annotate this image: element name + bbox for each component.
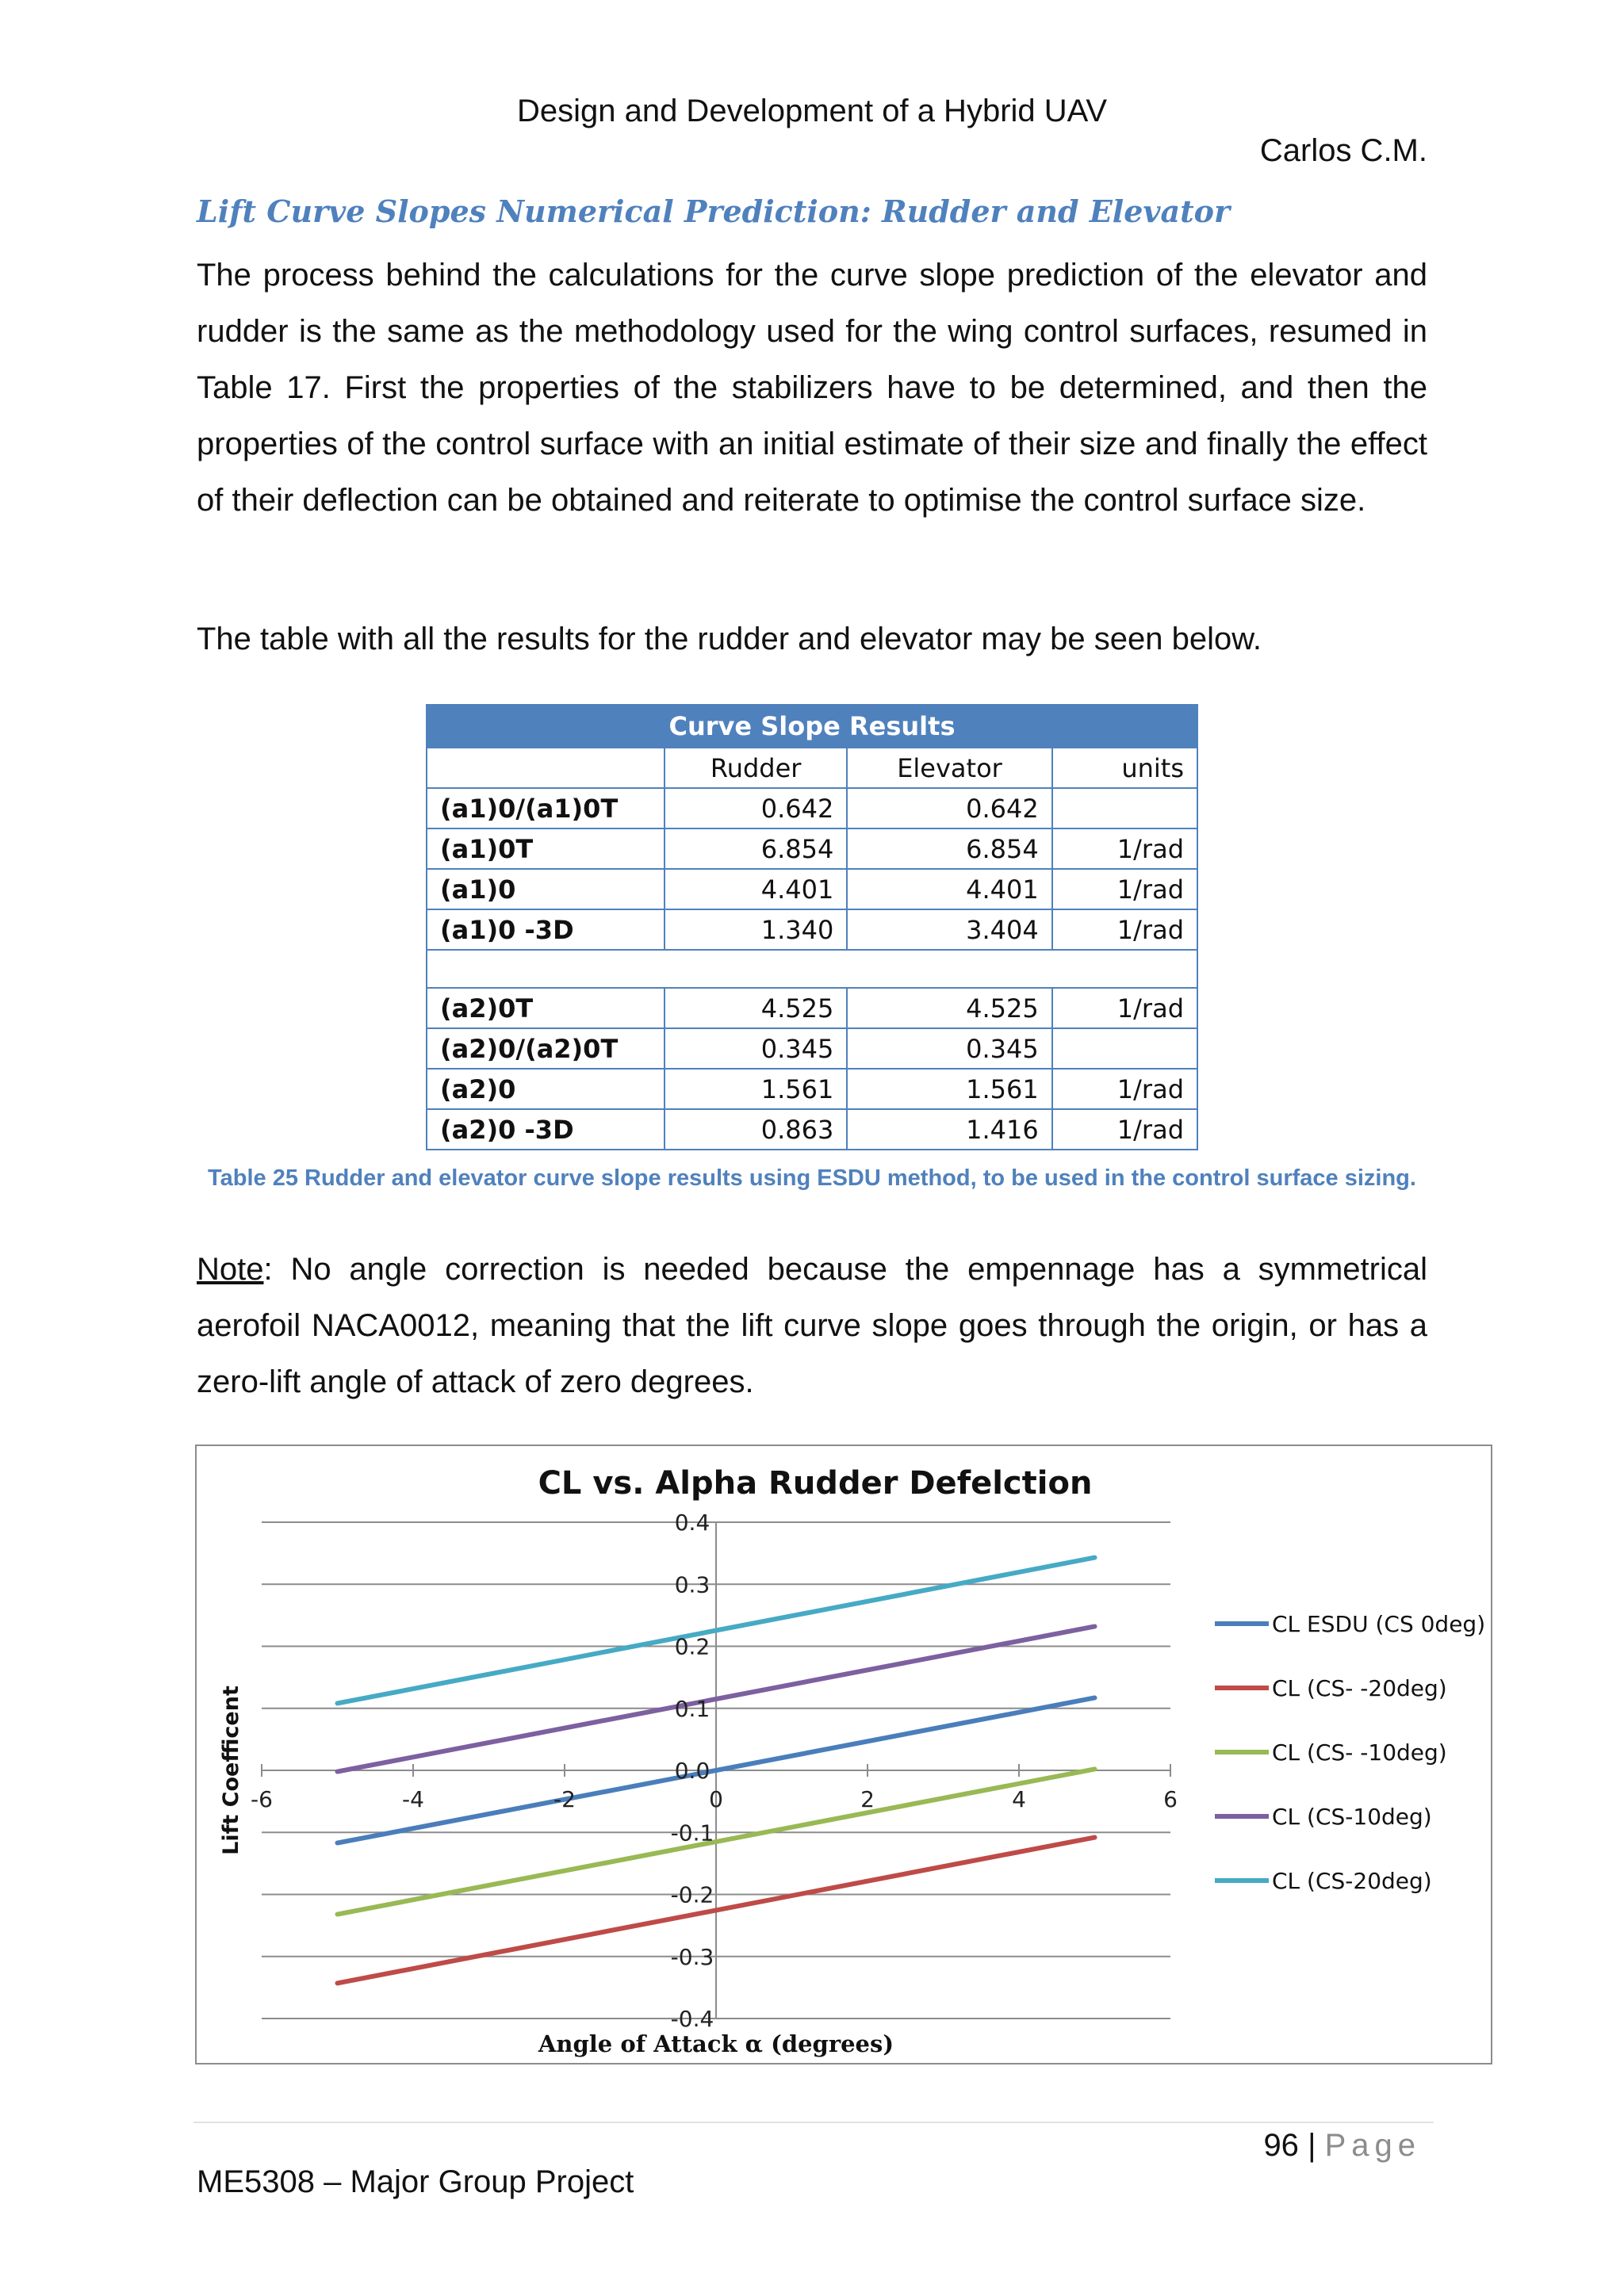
note-label: Note	[197, 1252, 264, 1287]
rudder-value: 1.340	[665, 909, 847, 950]
rudder-value: 4.525	[665, 988, 847, 1028]
x-tick-label: 6	[1163, 1786, 1178, 1812]
curve-slope-results-table	[426, 704, 1198, 1150]
table-row	[427, 909, 1197, 950]
x-tick-label: -6	[251, 1786, 273, 1812]
y-tick-label: 0.0	[674, 1758, 710, 1784]
units-value	[1052, 1028, 1197, 1069]
legend-entry: CL ESDU (CS 0deg)	[1272, 1611, 1486, 1637]
row-label: (a2)0 -3D	[427, 1109, 665, 1150]
table-header-cell: Rudder	[665, 748, 847, 788]
row-label: (a2)0	[427, 1069, 665, 1109]
table-spacer-row	[427, 950, 1197, 988]
units-value: 1/rad	[1052, 909, 1197, 950]
table-row	[427, 1028, 1197, 1069]
elevator-value: 6.854	[847, 828, 1051, 869]
rudder-value: 1.561	[665, 1069, 847, 1109]
spacer-cell	[427, 950, 1197, 988]
table-header-cell: Elevator	[847, 748, 1051, 788]
row-label: (a2)0/(a2)0T	[427, 1028, 665, 1069]
table-row	[427, 988, 1197, 1028]
x-axis-label: Angle of Attack α (degrees)	[538, 2030, 894, 2057]
x-tick-label: 4	[1012, 1786, 1026, 1812]
elevator-value: 0.642	[847, 788, 1051, 828]
x-tick-label: 2	[860, 1786, 875, 1812]
row-label: (a1)0T	[427, 828, 665, 869]
page-number-value: 96	[1263, 2128, 1299, 2163]
y-tick-label: -0.3	[670, 1943, 714, 1970]
page-separator: |	[1308, 2128, 1316, 2163]
table-caption: Table 25 Rudder and elevator curve slope results using ESDU method, to be used in the control surface sizing.	[208, 1165, 1416, 1191]
legend-entry: CL (CS- -10deg)	[1272, 1739, 1447, 1766]
x-tick-label: -2	[553, 1786, 576, 1812]
row-label: (a1)0	[427, 869, 665, 909]
chart-title: CL vs. Alpha Rudder Defelction	[538, 1465, 1093, 1502]
y-tick-label: 0.2	[674, 1633, 710, 1660]
units-value: 1/rad	[1052, 988, 1197, 1028]
units-value: 1/rad	[1052, 828, 1197, 869]
table-row	[427, 1109, 1197, 1150]
y-tick-label: 0.4	[674, 1510, 710, 1536]
table-row	[427, 828, 1197, 869]
table-row	[427, 869, 1197, 909]
note-text: : No angle correction is needed because the empennage has a symmetrical aerofoil NACA0012, meaning that the lift curve slope goes through the origin, or has a zero-lift angle of attack of zero degrees.	[197, 1252, 1427, 1399]
footer-course: ME5308 – Major Group Project	[197, 2164, 634, 2199]
row-label: (a1)0 -3D	[427, 909, 665, 950]
y-tick-label: 0.1	[674, 1695, 710, 1722]
units-value: 1/rad	[1052, 869, 1197, 909]
elevator-value: 4.401	[847, 869, 1051, 909]
legend-entry: CL (CS-10deg)	[1272, 1804, 1432, 1830]
header-title: Design and Development of a Hybrid UAV	[516, 94, 1108, 128]
body-paragraph-1: The process behind the calculations for the curve slope prediction of the elevator and rudder is the same as the methodology used for the wing control surfaces, resumed in Table 17. First the properties of the stabilizers have to be determined, and then the properties of the control surface with an initial estimate of their size and finally the effect of their deflection can be obtained and reiterate to optimise the control surface size.	[197, 258, 1427, 518]
table-header-cell: units	[1052, 748, 1197, 788]
y-tick-label: -0.1	[670, 1820, 714, 1846]
footer-divider	[193, 2122, 1434, 2123]
note-paragraph	[197, 1242, 1427, 1410]
body-paragraph-2: The table with all the results for the rudder and elevator may be seen below.	[197, 622, 1262, 656]
elevator-value: 4.525	[847, 988, 1051, 1028]
legend-entry: CL (CS- -20deg)	[1272, 1675, 1447, 1701]
chart-canvas	[197, 1446, 1491, 2063]
rudder-value: 0.345	[665, 1028, 847, 1069]
x-tick-label: -4	[402, 1786, 424, 1812]
row-label: (a1)0/(a1)0T	[427, 788, 665, 828]
header-author: Carlos C.M.	[1259, 133, 1427, 168]
y-tick-label: -0.2	[670, 1881, 714, 1908]
table-header-cell	[427, 748, 665, 788]
elevator-value: 1.416	[847, 1109, 1051, 1150]
y-tick-label: 0.3	[674, 1571, 710, 1598]
units-value: 1/rad	[1052, 1069, 1197, 1109]
rudder-value: 0.863	[665, 1109, 847, 1150]
cl-alpha-chart	[195, 1445, 1492, 2064]
units-value: 1/rad	[1052, 1109, 1197, 1150]
elevator-value: 1.561	[847, 1069, 1051, 1109]
table-title: Curve Slope Results	[427, 705, 1197, 748]
y-axis-label: Lift Coefficent	[219, 1686, 243, 1855]
y-tick-label: -0.4	[670, 2006, 714, 2032]
units-value	[1052, 788, 1197, 828]
section-heading: Lift Curve Slopes Numerical Prediction: Rudder and Elevator	[197, 193, 1231, 229]
table-row	[427, 788, 1197, 828]
rudder-value: 6.854	[665, 828, 847, 869]
page-word: Page	[1324, 2128, 1421, 2163]
table-header-row	[427, 748, 1197, 788]
page-number	[1263, 2128, 1421, 2164]
row-label: (a2)0T	[427, 988, 665, 1028]
x-tick-label: 0	[709, 1786, 723, 1812]
legend-entry: CL (CS-20deg)	[1272, 1868, 1432, 1894]
elevator-value: 3.404	[847, 909, 1051, 950]
rudder-value: 4.401	[665, 869, 847, 909]
rudder-value: 0.642	[665, 788, 847, 828]
table-row	[427, 1069, 1197, 1109]
elevator-value: 0.345	[847, 1028, 1051, 1069]
